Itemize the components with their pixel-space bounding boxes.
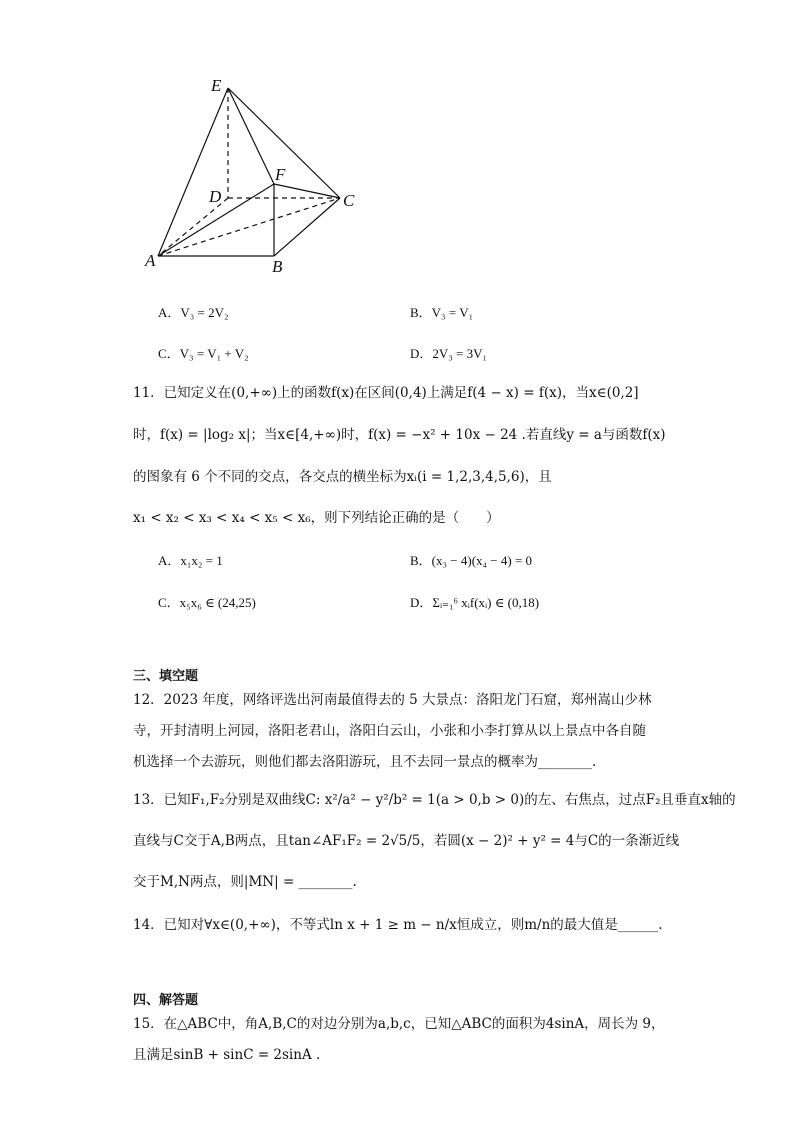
q11-option-c: C．x₅x₆ ∈ (24,25)	[158, 595, 256, 610]
q11-line1: 11．已知定义在(0,+∞)上的函数f(x)在区间(0,4)上满足f(4 − x) = f(x)，当x∈(0,2]	[133, 385, 639, 401]
q11-option-b: B．(x₃ − 4)(x₄ − 4) = 0	[410, 553, 533, 568]
q10-option-c: C．V₃ = V₁ + V₂	[158, 346, 249, 361]
q12-line2: 寺，开封清明上河园，洛阳老君山，洛阳白云山，小张和小李打算从以上景点中各自随	[133, 723, 646, 739]
edge-EA	[158, 88, 228, 256]
q15-line1: 15．在△ABC中，角A,B,C的对边分别为a,b,c，已知△ABC的面积为4sinA，周长为 9，	[133, 1016, 665, 1032]
q11-line2: 时，f(x) = |log₂ x|；当x∈[4,+∞)时，f(x) = −x² + 10x − 24 .若直线y = a与函数f(x)	[133, 427, 666, 443]
label-E: E	[211, 76, 222, 95]
q14-line1: 14．已知对∀x∈(0,+∞)，不等式ln x + 1 ≥ m − n/x恒成立，则m/n的最大值是______.	[133, 917, 663, 933]
label-B: B	[272, 257, 283, 276]
q10-option-b: B．V₃ = V₁	[410, 305, 474, 320]
edge-AC-dashed	[158, 198, 340, 256]
edge-FC	[274, 184, 340, 198]
q12-line3: 机选择一个去游玩，则他们都去洛阳游玩，且不去同一景点的概率为________.	[133, 754, 597, 770]
q12-line1: 12．2023 年度，网络评选出河南最值得去的 5 大景点：洛阳龙门石窟，郑州嵩山少林	[133, 692, 652, 708]
q11-line4: x₁ < x₂ < x₃ < x₄ < x₅ < x₆，则下列结论正确的是（ ）	[133, 510, 500, 526]
pyramid-figure	[0, 0, 400, 290]
q11-option-a: A．x₁x₂ = 1	[158, 553, 223, 568]
q13-line2: 直线与C交于A,B两点，且tan∠AF₁F₂ = 2√5/5，若圆(x − 2)² + y² = 4与C的一条渐近线	[133, 833, 680, 849]
q13-line1: 13．已知F₁,F₂分别是双曲线C: x²/a² − y²/b² = 1(a > 0,b > 0)的左、右焦点，过点F₂且垂直x轴的	[133, 792, 736, 808]
section-4-title: 四、解答题	[133, 993, 199, 1008]
edge-DA-dashed	[158, 198, 228, 256]
label-F: F	[275, 165, 286, 184]
edge-EF	[228, 88, 274, 184]
q10-option-a: A．V₃ = 2V₂	[158, 305, 229, 320]
q13-line3: 交于M,N两点，则|MN| = ________.	[133, 874, 357, 890]
q11-line3: 的图象有 6 个不同的交点，各交点的横坐标为xᵢ(i = 1,2,3,4,5,6)，且	[133, 469, 552, 485]
label-A: A	[145, 251, 156, 270]
q15-line2: 且满足sinB + sinC = 2sinA .	[133, 1047, 321, 1063]
q11-option-d: D．Σᵢ₌₁⁶ xᵢf(xᵢ) ∈ (0,18)	[410, 595, 540, 610]
section-3-title: 三、填空题	[133, 669, 199, 684]
edge-BC	[274, 198, 340, 256]
label-C: C	[343, 191, 355, 210]
label-D: D	[209, 187, 222, 206]
q10-option-d: D．2V₃ = 3V₁	[410, 346, 488, 361]
